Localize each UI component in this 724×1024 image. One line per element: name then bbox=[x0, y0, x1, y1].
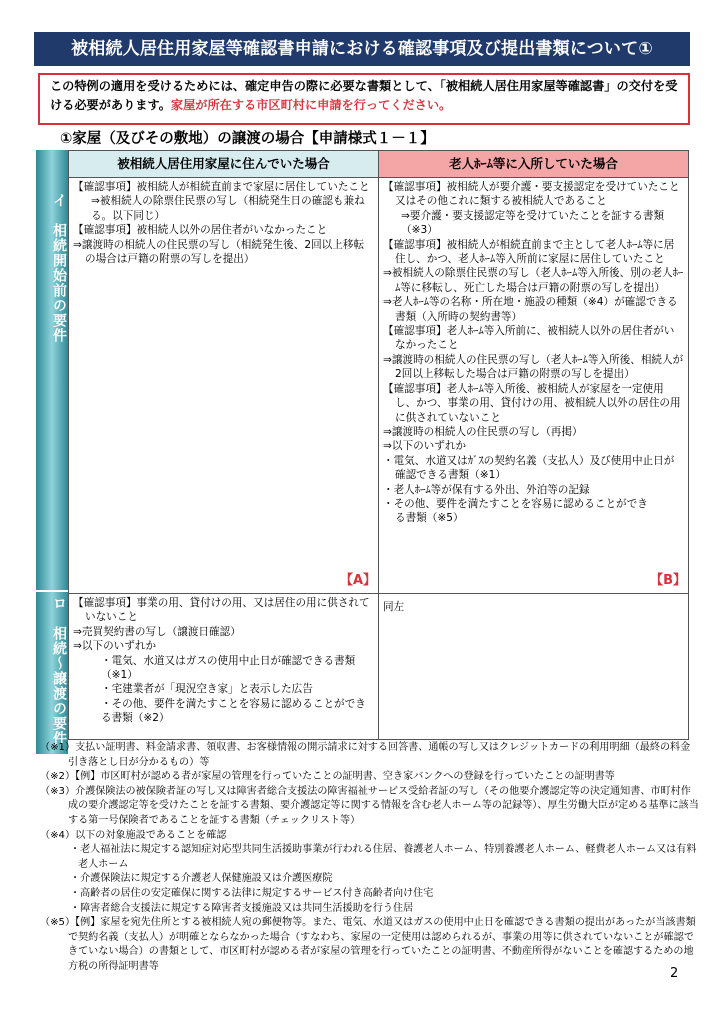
column-header-nursing-home: 老人ﾎｰﾑ等に入所していた場合 bbox=[379, 151, 689, 178]
table-header-row bbox=[69, 151, 689, 178]
required-doc: ⇒老人ﾎｰﾑ等の名称・所在地・施設の種類（※4）が確認できる書類（入所時の契約書等） bbox=[383, 296, 678, 323]
footnote-1: （※1）支払い証明書、料金請求書、領収書、お客様情報の開示請求に対する回答書、通帳の写し又はクレジットカードの利用明細（最終の料金引き落とし日が分かるもの）等 bbox=[40, 742, 691, 768]
list-item: ・老人ﾎｰﾑ等が保有する外出、外泊等の記録 bbox=[383, 483, 590, 496]
required-doc: ⇒被相続人の除票住民票の写し（老人ﾎｰﾑ等入所後、別の老人ﾎｰﾑ等に移転し、死亡した場合は戸籍の附票の写しを提出） bbox=[383, 267, 684, 294]
list-item: ・電気、水道又はｶﾞｽの契約名義（支払人）及び使用中止日が確認できる書類（※1） bbox=[383, 454, 675, 482]
cell-ro-right bbox=[379, 594, 689, 740]
check-item: 【確認事項】老人ﾎｰﾑ等入所前に、被相続人以外の居住者がいなかったこと bbox=[383, 325, 675, 352]
check-item: 【確認事項】被相続人以外の居住者がいなかったこと bbox=[73, 224, 328, 237]
footnote-5: （※5）【例】家屋を宛先住所とする被相続人宛の郵便物等。また、電気、水道又はガスの使用中止日を確認できる書類の提出があったが当該書類で契約名義（支払人）が明確とならなかった場合（すなわち、家屋の一定使用は認められるが、事業の用等に供されていないことが確認できていない場合）の書類として、市区町村が認める者が家屋の管理を行っていたことの証明書、不動産所得がないことを確認するための地方税の所得証明書等 bbox=[40, 917, 696, 972]
footnote-4-item: ・障害者総合支援法に規定する障害者支援施設又は共同生活援助を行う住居 bbox=[70, 902, 414, 914]
footnotes bbox=[40, 741, 700, 975]
list-item: ・電気、水道又はガスの使用中止日が確認できる書類（※1） bbox=[101, 654, 356, 682]
side-bar-divider bbox=[36, 590, 68, 592]
requirements-table bbox=[68, 150, 689, 740]
table-row-before-inheritance bbox=[69, 178, 689, 594]
check-item: 【確認事項】被相続人が相続直前まで家屋に居住していたこと bbox=[73, 181, 370, 193]
cell-a bbox=[69, 178, 379, 594]
list-item: ・宅建業者が「現況空き家」と表示した広告 bbox=[101, 683, 313, 696]
column-header-resided: 被相続人居住用家屋に住んでいた場合 bbox=[69, 151, 379, 178]
section-heading: ①家屋（及びその敷地）の譲渡の場合【申請様式１－１】 bbox=[60, 131, 435, 147]
table-row-inheritance-to-transfer bbox=[69, 594, 689, 740]
required-doc: ⇒譲渡時の相続人の住民票の写し（再掲） bbox=[383, 425, 583, 438]
check-item: 【確認事項】被相続人が要介護・要支援認定を受けていたこと又はその他これに類する被相続人であること bbox=[383, 181, 680, 208]
footnote-4-item: ・老人福祉法に規定する認知症対応型共同生活援助事業が行われる住居、養護老人ホーム、特別養護老人ホーム、軽費老人ホーム又は有料老人ホーム bbox=[70, 844, 697, 870]
footnote-4-item: ・高齢者の居住の安定確保に関する法律に規定するサービス付き高齢者向け住宅 bbox=[70, 887, 434, 899]
footnote-4-item: ・介護保険法に規定する介護老人保健施設又は介護医療院 bbox=[70, 873, 333, 885]
page-number: 2 bbox=[670, 966, 679, 981]
footnote-4: （※4）以下の対象施設であることを確認 bbox=[40, 829, 227, 841]
required-doc: ⇒以下のいずれか bbox=[73, 640, 157, 653]
check-item: 【確認事項】被相続人が相続直前まで主として老人ﾎｰﾑ等に居住し、かつ、老人ﾎｰﾑ等入所前に家屋に居住していたこと bbox=[383, 238, 675, 266]
required-doc: ⇒譲渡時の相続人の住民票の写し（相続発生後、2回以上移転の場合は戸籍の附票の写しを提出） bbox=[73, 238, 365, 266]
page-title: 被相続人居住用家屋等確認書申請における確認事項及び提出書類について① bbox=[34, 32, 690, 66]
check-item: 【確認事項】事業の用、貸付けの用、又は居住の用に供されていないこと bbox=[73, 597, 370, 624]
required-doc: ⇒以下のいずれか bbox=[383, 440, 467, 453]
required-doc: ⇒要介護・要支援認定等を受けていたことを証する書類（※3） bbox=[401, 209, 665, 237]
intro-highlight: 家屋が所在する市区町村に申請を行ってください。 bbox=[170, 98, 452, 112]
required-doc: ⇒売買契約書の写し（譲渡日確認） bbox=[73, 625, 241, 638]
side-label-inheritance-to-transfer: ロ 相続～譲渡の要件 bbox=[51, 596, 67, 746]
intro-notice bbox=[38, 73, 690, 125]
required-doc: ⇒被相続人の除票住民票の写し（相続発生日の確認も兼ねる。以下同じ） bbox=[91, 195, 365, 222]
tag-b: 【B】 bbox=[650, 572, 686, 588]
list-item: ・その他、要件を満たすことを容易に認めることができる書類（※2） bbox=[101, 697, 366, 725]
intro-text: この特例の適用を受けるためには、確定申告の際に必要な書類として、「被相続人居住用家屋等確認書」の交付を受ける必要があります。 bbox=[50, 79, 678, 112]
same-as-left-text: 同左 bbox=[383, 601, 405, 613]
tag-a: 【A】 bbox=[339, 572, 376, 588]
cell-b bbox=[379, 178, 689, 594]
footnote-3: （※3）介護保険法の被保険者証の写し又は障害者総合支援法の障害福祉サービス受給者証の写し（その他要介護認定等の決定通知書、市町村作成の要介護認定等を受けたことを証する書類、要介護認定等に関する情報を含む老人ホーム等の記録等）、厚生労働大臣が定める基準に該当する第一号保険者であることを証する書類（チェックリスト等） bbox=[40, 785, 699, 826]
footnote-2: （※2）【例】市区町村が認める者が家屋の管理を行っていたことの証明書、空き家バンクへの登録を行っていたことの証明書等 bbox=[40, 771, 615, 783]
required-doc: ⇒譲渡時の相続人の住民票の写し（老人ﾎｰﾑ等入所後、相続人が2回以上移転した場合は戸籍の附票の写しを提出） bbox=[383, 353, 684, 381]
cell-ro-left bbox=[69, 594, 379, 740]
side-label-before-inheritance: イ 相続開始前の要件 bbox=[51, 193, 67, 343]
check-item: 【確認事項】老人ﾎｰﾑ等入所後、被相続人が家屋を一定使用し、かつ、事業の用、貸付けの用、被相続人以外の居住の用に供されていないこと bbox=[383, 382, 681, 424]
list-item: ・その他、要件を満たすことを容易に認めることができる書類（※5） bbox=[383, 497, 648, 525]
